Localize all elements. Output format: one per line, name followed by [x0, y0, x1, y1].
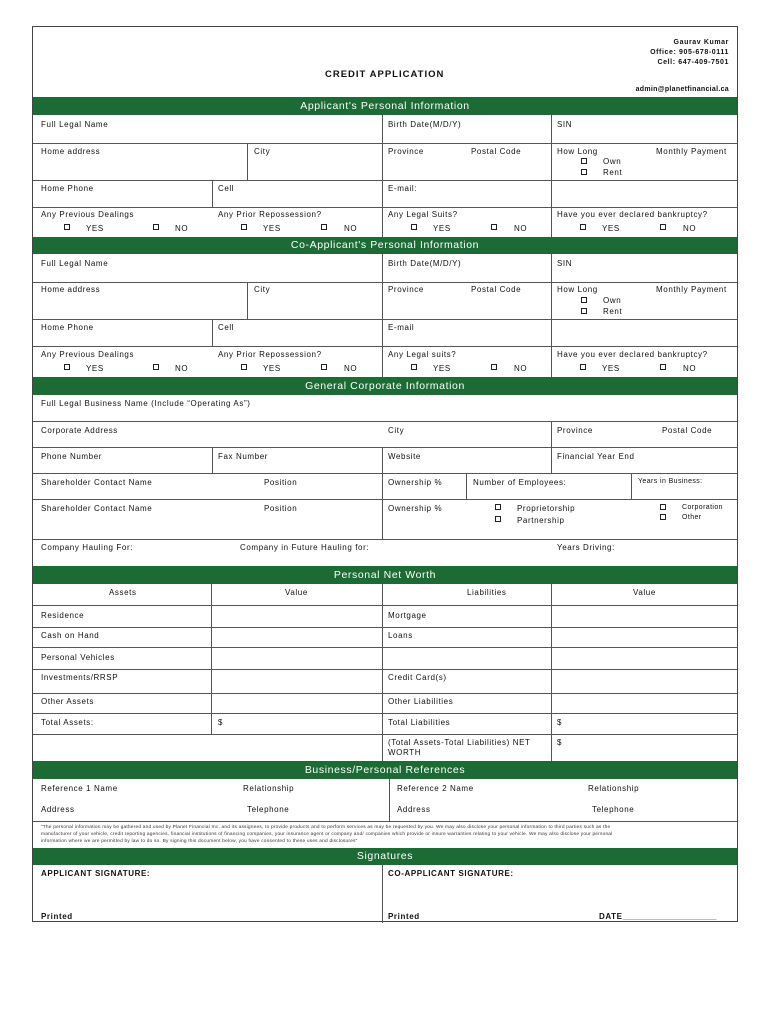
- disclaimer-line-3: information where we are permitted by law to do so. By signing this document below, you have consented to these uses and disclosures”: [41, 839, 358, 844]
- cash-label: Cash on Hand: [41, 631, 100, 640]
- contact-email[interactable]: admin@planetfinancial.ca: [635, 86, 729, 93]
- coapplicant-homephone-label: Home Phone: [41, 323, 94, 332]
- corporate-postal-label: Postal Code: [662, 426, 713, 435]
- corporation-label: Corporation: [682, 504, 723, 511]
- liability-value-header: Value: [633, 588, 656, 597]
- liabilities-header: Liabilities: [467, 588, 507, 597]
- applicant-sin-label: SIN: [557, 120, 573, 129]
- coapplicant-city-label: City: [254, 285, 271, 294]
- applicant-suits-label: Any Legal Suits?: [388, 210, 458, 219]
- applicant-postal-label: Postal Code: [471, 147, 522, 156]
- coapplicant-bankruptcy-yes-checkbox[interactable]: [580, 364, 586, 370]
- partnership-label: Partnership: [517, 516, 565, 525]
- applicant-bankruptcy-no-label: NO: [683, 224, 697, 233]
- coapplicant-repo-yes-checkbox[interactable]: [241, 364, 247, 370]
- date-label: DATE: [599, 912, 623, 921]
- applicant-dealings-yes-label: YES: [86, 224, 104, 233]
- applicant-monthly-label: Monthly Payment: [656, 147, 727, 156]
- ref2-name-label: Reference 2 Name: [397, 784, 474, 793]
- applicant-dealings-label: Any Previous Dealings: [41, 210, 135, 219]
- other-checkbox[interactable]: [660, 514, 666, 520]
- applicant-email-label: E-mail:: [388, 184, 418, 193]
- section-networth: Personal Net Worth: [33, 566, 737, 584]
- applicant-bankruptcy-no-checkbox[interactable]: [660, 224, 666, 230]
- coapplicant-dealings-no-label: NO: [175, 364, 189, 373]
- section-signatures: Signatures: [33, 848, 737, 865]
- applicant-dealings-yes-checkbox[interactable]: [64, 224, 70, 230]
- section-corporate: General Corporate Information: [33, 377, 737, 395]
- applicant-bankruptcy-yes-label: YES: [602, 224, 620, 233]
- applicant-signature-label[interactable]: APPLICANT SIGNATURE:: [41, 869, 151, 878]
- applicant-repo-no-label: NO: [344, 224, 358, 233]
- applicant-province-label: Province: [388, 147, 424, 156]
- ref1-address-label: Address: [41, 805, 75, 814]
- business-name-label: Full Legal Business Name (Include “Operating As”): [41, 399, 251, 408]
- coapplicant-suits-yes-checkbox[interactable]: [411, 364, 417, 370]
- applicant-repo-no-checkbox[interactable]: [321, 224, 327, 230]
- other-label: Other: [682, 514, 702, 521]
- coapplicant-province-label: Province: [388, 285, 424, 294]
- ownership2-label: Ownership %: [388, 504, 443, 513]
- coapplicant-monthly-label: Monthly Payment: [656, 285, 727, 294]
- coapplicant-cell-label: Cell: [218, 323, 235, 332]
- applicant-dealings-no-label: NO: [175, 224, 189, 233]
- applicant-name-label: Full Legal Name: [41, 120, 109, 129]
- coapplicant-bankruptcy-yes-label: YES: [602, 364, 620, 373]
- mortgage-label: Mortgage: [388, 611, 427, 620]
- coapplicant-suits-no-checkbox[interactable]: [491, 364, 497, 370]
- ownership1-label: Ownership %: [388, 478, 443, 487]
- applicant-own-label: Own: [603, 157, 622, 166]
- fax-number-label: Fax Number: [218, 452, 269, 461]
- contact-name: Gaurav Kumar: [673, 39, 729, 46]
- applicant-suits-yes-label: YES: [433, 224, 451, 233]
- net-worth-label-2: WORTH: [388, 748, 422, 757]
- applicant-howlong-label: How Long: [557, 147, 598, 156]
- employees-label: Number of Employees:: [473, 478, 567, 487]
- coapplicant-suits-label: Any Legal suits?: [388, 350, 457, 359]
- coapplicant-bankruptcy-label: Have you ever declared bankruptcy?: [557, 350, 708, 359]
- contact-office: Office: 905-678-0111: [650, 49, 729, 56]
- coapplicant-rent-checkbox[interactable]: [581, 308, 587, 314]
- ref2-telephone-label: Telephone: [592, 805, 635, 814]
- coapplicant-repo-label: Any Prior Repossession?: [218, 350, 322, 359]
- vehicles-label: Personal Vehicles: [41, 653, 115, 662]
- proprietorship-checkbox[interactable]: [495, 504, 501, 510]
- date-line[interactable]: _____________________: [623, 911, 717, 920]
- future-hauling-label: Company in Future Hauling for:: [240, 543, 370, 552]
- corporation-checkbox[interactable]: [660, 504, 666, 510]
- applicant-rent-label: Rent: [603, 168, 623, 177]
- coapplicant-repo-yes-label: YES: [263, 364, 281, 373]
- website-label: Website: [388, 452, 421, 461]
- coapplicant-repo-no-checkbox[interactable]: [321, 364, 327, 370]
- corporate-city-label: City: [388, 426, 405, 435]
- corporate-address-label: Corporate Address: [41, 426, 118, 435]
- applicant-homephone-label: Home Phone: [41, 184, 94, 193]
- shareholder1-label: Shareholder Contact Name: [41, 478, 153, 487]
- applicant-address-label: Home address: [41, 147, 101, 156]
- years-business-label: Years in Business:: [638, 478, 703, 485]
- applicant-birthdate-label: Birth Date(M/D/Y): [388, 120, 462, 129]
- credit-application-form: [32, 26, 738, 922]
- applicant-city-label: City: [254, 147, 271, 156]
- coapplicant-bankruptcy-no-checkbox[interactable]: [660, 364, 666, 370]
- applicant-bankruptcy-label: Have you ever declared bankruptcy?: [557, 210, 708, 219]
- applicant-bankruptcy-yes-checkbox[interactable]: [580, 224, 586, 230]
- corporate-province-label: Province: [557, 426, 593, 435]
- coapplicant-howlong-label: How Long: [557, 285, 598, 294]
- coapplicant-name-label: Full Legal Name: [41, 259, 109, 268]
- shareholder2-label: Shareholder Contact Name: [41, 504, 153, 513]
- ref1-relationship-label: Relationship: [243, 784, 295, 793]
- coapplicant-postal-label: Postal Code: [471, 285, 522, 294]
- coapplicant-bankruptcy-no-label: NO: [683, 364, 697, 373]
- coapplicant-own-label: Own: [603, 296, 622, 305]
- coapplicant-rent-label: Rent: [603, 307, 623, 316]
- investments-label: Investments/RRSP: [41, 673, 119, 682]
- disclaimer-line-1: “The personal information may be gathered and used by Planet Financial Inc. and its assignees, to provide products and to perform services as may be requested by you. We may also disclose your personal information to third parties such as the: [41, 825, 611, 830]
- position1-label: Position: [264, 478, 298, 487]
- contact-cell: Cell: 647-409-7501: [657, 59, 729, 66]
- coapplicant-signature-label[interactable]: CO-APPLICANT SIGNATURE:: [388, 869, 514, 878]
- ref1-name-label: Reference 1 Name: [41, 784, 118, 793]
- applicant-cell-label: Cell: [218, 184, 235, 193]
- applicant-repo-label: Any Prior Repossession?: [218, 210, 322, 219]
- phone-number-label: Phone Number: [41, 452, 103, 461]
- applicant-suits-no-checkbox[interactable]: [491, 224, 497, 230]
- form-title: CREDIT APPLICATION: [325, 69, 445, 80]
- residence-label: Residence: [41, 611, 85, 620]
- coapplicant-dealings-yes-label: YES: [86, 364, 104, 373]
- net-worth-label: (Total Assets-Total Liabilities) NET: [388, 738, 531, 747]
- applicant-dealings-no-checkbox[interactable]: [153, 224, 159, 230]
- coapplicant-address-label: Home address: [41, 285, 101, 294]
- other-liabilities-label: Other Liabilities: [388, 697, 454, 706]
- applicant-repo-yes-label: YES: [263, 224, 281, 233]
- disclaimer-line-2: manufacturer of your vehicle, credit reporting agencies, financial institutions of financing companies, your insurance agent or company and/ companies which provide or insure warranties relating to your vehicle. We may also disclose your personal: [41, 832, 613, 837]
- applicant-rent-checkbox[interactable]: [581, 169, 587, 175]
- ref2-relationship-label: Relationship: [588, 784, 640, 793]
- section-coapplicant: Co-Applicant's Personal Information: [33, 237, 737, 254]
- net-worth-dollar: $: [557, 738, 563, 747]
- applicant-own-checkbox[interactable]: [581, 158, 587, 164]
- coapplicant-own-checkbox[interactable]: [581, 297, 587, 303]
- total-assets-label: Total Assets:: [41, 718, 94, 727]
- ref1-telephone-label: Telephone: [247, 805, 290, 814]
- total-liabilities-label: Total Liabilities: [388, 718, 451, 727]
- coapplicant-printed-label: Printed: [388, 912, 420, 921]
- coapplicant-suits-no-label: NO: [514, 364, 528, 373]
- section-references: Business/Personal References: [33, 761, 737, 779]
- loans-label: Loans: [388, 631, 413, 640]
- total-liabilities-dollar: $: [557, 718, 563, 727]
- coapplicant-suits-yes-label: YES: [433, 364, 451, 373]
- coapplicant-sin-label: SIN: [557, 259, 573, 268]
- partnership-checkbox[interactable]: [495, 516, 501, 522]
- years-driving-label: Years Driving:: [557, 543, 615, 552]
- credit-cards-label: Credit Card(s): [388, 673, 447, 682]
- ref2-address-label: Address: [397, 805, 431, 814]
- coapplicant-birthdate-label: Birth Date(M/D/Y): [388, 259, 462, 268]
- applicant-repo-yes-checkbox[interactable]: [241, 224, 247, 230]
- proprietorship-label: Proprietorship: [517, 504, 576, 513]
- coapplicant-repo-no-label: NO: [344, 364, 358, 373]
- coapplicant-dealings-label: Any Previous Dealings: [41, 350, 135, 359]
- other-assets-label: Other Assets: [41, 697, 94, 706]
- applicant-suits-no-label: NO: [514, 224, 528, 233]
- applicant-printed-label: Printed: [41, 912, 73, 921]
- applicant-suits-yes-checkbox[interactable]: [411, 224, 417, 230]
- total-assets-dollar: $: [218, 718, 224, 727]
- fiscal-year-label: Financial Year End: [557, 452, 635, 461]
- coapplicant-email-label: E-mail: [388, 323, 415, 332]
- hauling-for-label: Company Hauling For:: [41, 543, 134, 552]
- section-applicant: Applicant's Personal Information: [33, 97, 737, 115]
- coapplicant-dealings-no-checkbox[interactable]: [153, 364, 159, 370]
- position2-label: Position: [264, 504, 298, 513]
- assets-header: Assets: [109, 588, 137, 597]
- asset-value-header: Value: [285, 588, 308, 597]
- coapplicant-dealings-yes-checkbox[interactable]: [64, 364, 70, 370]
